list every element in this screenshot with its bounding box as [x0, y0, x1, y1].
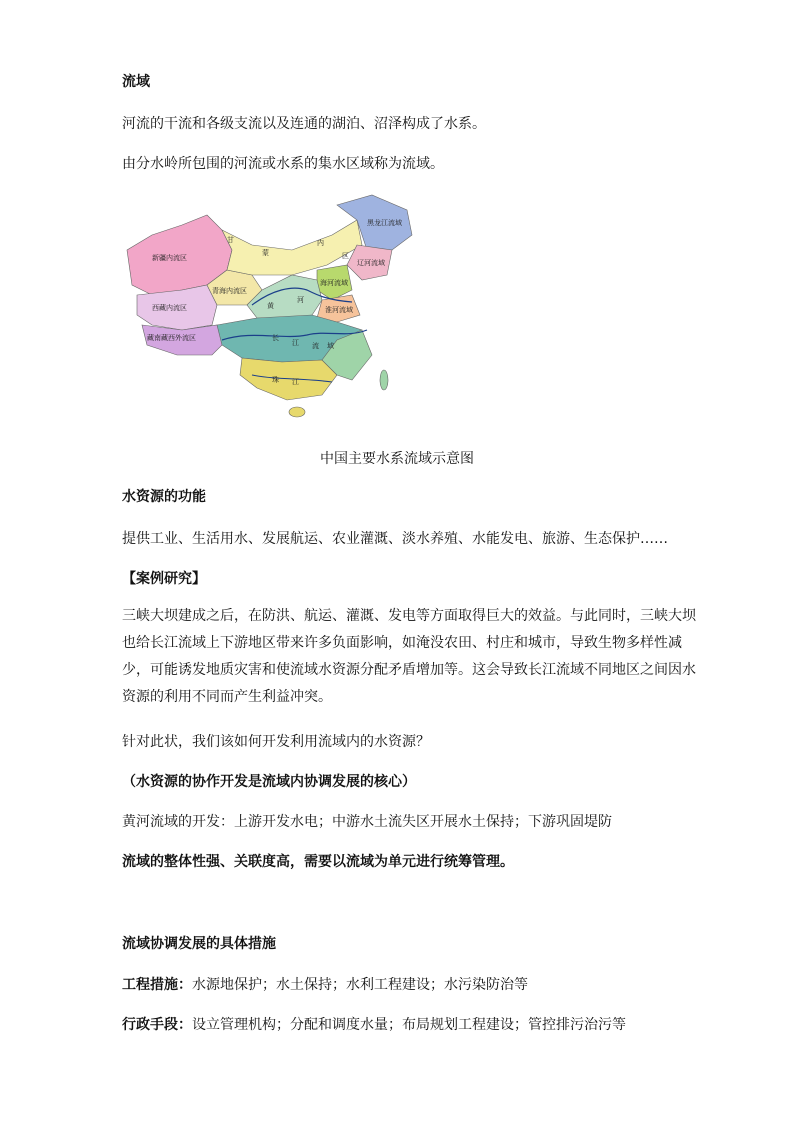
map-label: 海河流域: [320, 279, 348, 287]
map-label: 新疆内流区: [152, 254, 187, 262]
map-label: 珠: [272, 376, 279, 384]
map-label: 青海内流区: [212, 287, 247, 295]
map-label: 甘: [227, 236, 234, 244]
heading-measures: 流域协调发展的具体措施: [122, 936, 276, 952]
paragraph-yellow-river: 黄河流域的开发：上游开发水电；中游水土流失区开展水土保持；下游巩固堤防: [122, 814, 612, 830]
measure-engineering-text: 水源地保护；水土保持；水利工程建设；水污染防治等: [192, 977, 528, 993]
china-water-basin-map: [122, 190, 417, 425]
map-label: 辽河流域: [357, 259, 385, 267]
map-label: 流: [312, 342, 319, 350]
yellow-river-region: [247, 275, 322, 320]
paragraph-core: （水资源的协作开发是流域内协调发展的核心）: [122, 774, 416, 790]
paragraph-question: 针对此状，我们该如何开发利用流域内的水资源？: [122, 734, 430, 750]
map-label: 域: [327, 342, 334, 350]
paragraph-basin-definition: 由分水岭所包围的河流或水系的集水区域称为流域。: [122, 156, 444, 172]
paragraph-water-system: 河流的干流和各级支流以及连通的湖泊、沼泽构成了水系。: [122, 116, 486, 132]
map-label: 西藏内流区: [152, 304, 187, 312]
map-label: 黄: [267, 302, 274, 310]
paragraph-case-study: 三峡大坝建成之后，在防洪、航运、灌溉、发电等方面取得巨大的效益。与此同时，三峡大坝也给长江流域上下游地区带来许多负面影响，如淹没农田、村庄和城市，导致生物多样性减少，可能诱发地质灾害和使流域水资源分配矛盾增加等。这会导致长江流域不同地区之间因水资源的利用不同而产生利益冲突。: [122, 608, 696, 705]
map-label: 内: [317, 239, 324, 247]
map-caption: 中国主要水系流域示意图: [320, 451, 474, 467]
heading-functions: 水资源的功能: [122, 489, 206, 505]
paragraph-integrity: 流域的整体性强、关联度高，需要以流域为单元进行统筹管理。: [122, 854, 514, 870]
measure-administrative: [122, 1016, 626, 1034]
paragraph-functions: 提供工业、生活用水、发展航运、农业灌溉、淡水养殖、水能发电、旅游、生态保护……: [122, 531, 668, 547]
map-label: 河: [297, 296, 304, 304]
map-label: 藏南藏西外流区: [147, 334, 196, 342]
map-label: 蒙: [262, 249, 269, 257]
map-label: 黑龙江流域: [367, 219, 402, 227]
measure-administrative-label: 行政手段：: [122, 1017, 192, 1033]
hainan-island: [289, 407, 305, 417]
map-label: 长: [272, 334, 279, 342]
case-study-title: 【案例研究】: [122, 571, 206, 587]
measure-administrative-text: 设立管理机构；分配和调度水量；布局规划工程建设；管控排污治污等: [192, 1017, 626, 1033]
map-label: 淮河流域: [325, 306, 353, 314]
measure-engineering: [122, 976, 528, 994]
heading-basin: 流域: [122, 74, 150, 90]
map-label: 江: [292, 339, 299, 347]
map-label: 区: [342, 252, 349, 260]
map-label: 江: [292, 378, 299, 386]
measure-engineering-label: 工程措施：: [122, 977, 192, 993]
taiwan-island: [380, 370, 388, 390]
